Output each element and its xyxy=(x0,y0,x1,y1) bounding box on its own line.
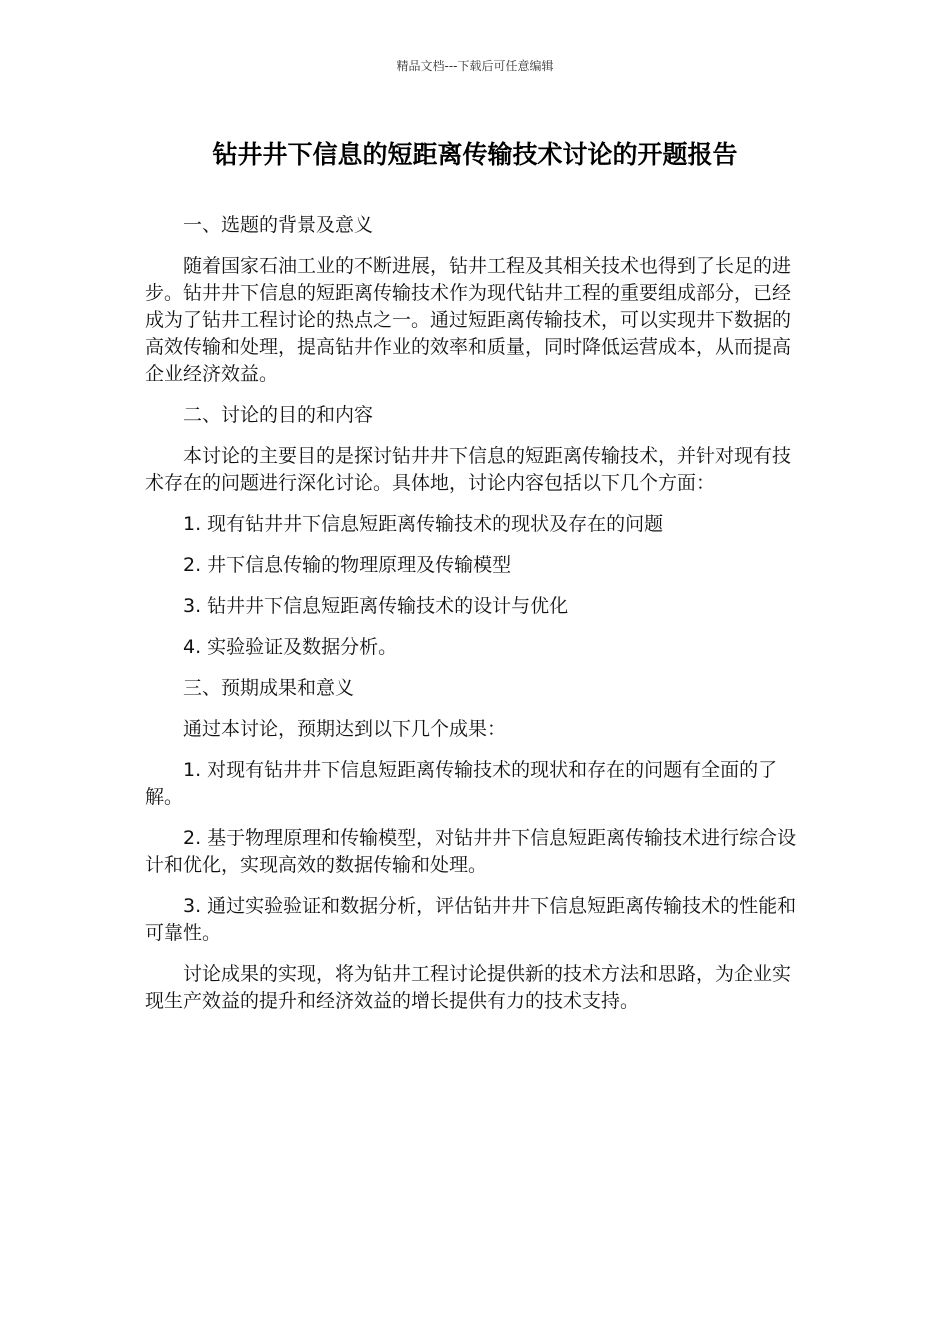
list-item: 2. 基于物理原理和传输模型，对钻井井下信息短距离传输技术进行综合设计和优化，实现高效的数据传输和处理。 xyxy=(145,827,797,876)
section-heading-background: 一、选题的背景及意义 xyxy=(183,214,374,236)
section-heading-outcomes: 三、预期成果和意义 xyxy=(183,677,355,699)
body-paragraph: 本讨论的主要目的是探讨钻井井下信息的短距离传输技术，并针对现有技术存在的问题进行深化讨论。具体地，讨论内容包括以下几个方面： xyxy=(145,445,792,494)
list-item: 3. 钻井井下信息短距离传输技术的设计与优化 xyxy=(183,595,569,617)
list-item: 1. 现有钻井井下信息短距离传输技术的现状及存在的问题 xyxy=(183,513,664,535)
document-body xyxy=(145,212,805,1029)
list-item: 2. 井下信息传输的物理原理及传输模型 xyxy=(183,554,512,576)
body-paragraph: 讨论成果的实现，将为钻井工程讨论提供新的技术方法和思路，为企业实现生产效益的提升和经济效益的增长提供有力的技术支持。 xyxy=(145,963,792,1012)
list-item: 4. 实验验证及数据分析。 xyxy=(183,636,398,658)
body-paragraph: 通过本讨论，预期达到以下几个成果： xyxy=(183,718,507,740)
list-item: 3. 通过实验验证和数据分析，评估钻井井下信息短距离传输技术的性能和可靠性。 xyxy=(145,895,797,944)
body-paragraph: 随着国家石油工业的不断进展，钻井工程及其相关技术也得到了长足的进步。钻井井下信息的短距离传输技术作为现代钻井工程的重要组成部分，已经成为了钻井工程讨论的热点之一。通过短距离传输技术，可以实现井下数据的高效传输和处理，提高钻井作业的效率和质量，同时降低运营成本，从而提高企业经济效益。 xyxy=(145,255,792,385)
section-heading-goals: 二、讨论的目的和内容 xyxy=(183,404,374,426)
list-item: 1. 对现有钻井井下信息短距离传输技术的现状和存在的问题有全面的了解。 xyxy=(145,759,778,808)
document-title: 钻井井下信息的短距离传输技术讨论的开题报告 xyxy=(212,140,738,169)
header-note: 精品文档---下载后可任意编辑 xyxy=(396,59,554,73)
